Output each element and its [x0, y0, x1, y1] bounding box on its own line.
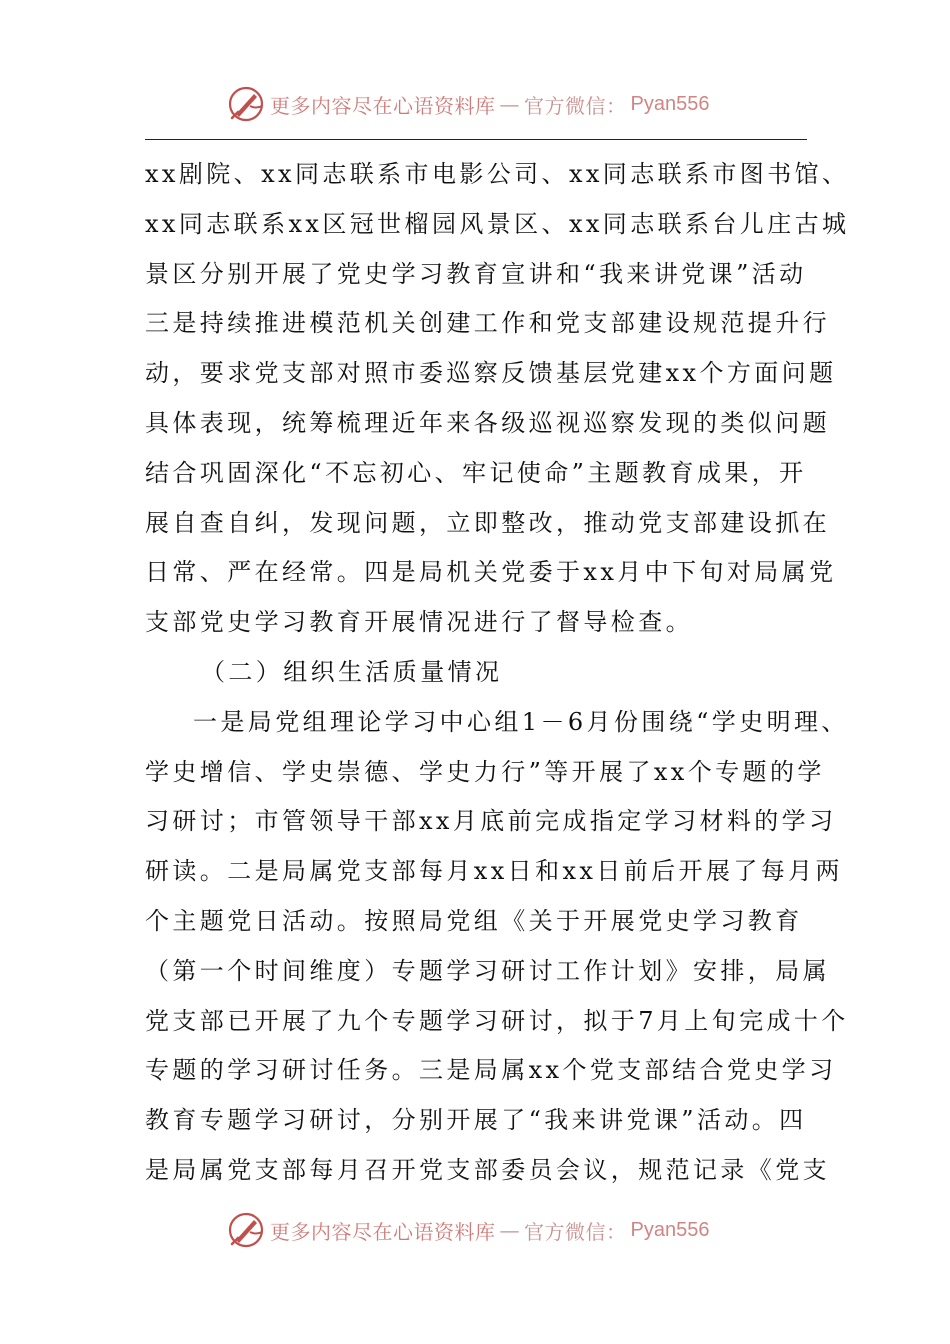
footer-watermark: [226, 1208, 709, 1252]
body-line: 教育专题学习研讨，分别开展了“我来讲党课”活动。四: [145, 1106, 807, 1135]
body-line: 学史增信、学史崇德、学史力行”等开展了xx个专题的学: [145, 757, 825, 786]
body-line: 专题的学习研讨任务。三是局属xx个党支部结合党史学习: [145, 1056, 837, 1085]
watermark-dash: —: [499, 92, 520, 116]
watermark-wechat-id: Pyan556: [630, 92, 710, 115]
body-line: 具体表现，统筹梳理近年来各级巡视巡察发现的类似问题: [145, 408, 830, 437]
body-line: （第一个时间维度）专题学习研讨工作计划》安排，局属: [145, 956, 830, 985]
body-line: 个主题党日活动。按照局党组《关于开展党史学习教育: [145, 906, 803, 935]
quill-pen-logo-icon: [226, 1210, 266, 1250]
body-line: 习研讨；市管领导干部xx月底前完成指定学习材料的学习: [145, 807, 837, 836]
body-line: 支部党史学习教育开展情况进行了督导检查。: [145, 608, 693, 637]
body-line: 研读。二是局属党支部每月xx日和xx日前后开展了每月两: [145, 857, 843, 886]
watermark-sub-text: 官方微信：: [524, 1219, 627, 1244]
watermark-sub-text: 官方微信：: [524, 93, 627, 118]
watermark-main-text: 更多内容尽在心语资料库: [270, 1219, 496, 1244]
body-line: 景区分别开展了党史学习教育宣讲和“我来讲党课”活动: [145, 259, 807, 288]
body-line: 结合巩固深化“不忘初心、牢记使命”主题教育成果，开: [145, 458, 807, 487]
body-line: 展自查自纠，发现问题，立即整改，推动党支部建设抓在: [145, 508, 830, 537]
body-line: 日常、严在经常。四是局机关党委于xx月中下旬对局属党: [145, 558, 837, 587]
document-body: [145, 150, 850, 1196]
body-line: 党支部已开展了九个专题学习研讨，拟于7月上旬完成十个: [145, 1006, 849, 1035]
body-line: 是局属党支部每月召开党支部委员会议，规范记录《党支: [145, 1155, 830, 1184]
body-line: xx同志联系xx区冠世榴园风景区、xx同志联系台儿庄古城: [145, 209, 850, 238]
header-divider: [145, 139, 807, 140]
quill-pen-logo-icon: [226, 84, 266, 124]
watermark-wechat-id: Pyan556: [630, 1218, 710, 1241]
body-line: xx剧院、xx同志联系市电影公司、xx同志联系市图书馆、: [145, 160, 850, 188]
section-heading: （二）组织生活质量情况: [201, 657, 503, 686]
watermark-dash: —: [499, 1218, 520, 1242]
body-line: 三是持续推进模范机关创建工作和党支部建设规范提升行: [145, 309, 830, 338]
header-watermark: [226, 82, 709, 126]
body-line: 动，要求党支部对照市委巡察反馈基层党建xx个方面问题: [145, 359, 837, 388]
body-line: 一是局党组理论学习中心组1－6月份围绕“学史明理、: [193, 707, 849, 736]
watermark-main-text: 更多内容尽在心语资料库: [270, 93, 496, 118]
